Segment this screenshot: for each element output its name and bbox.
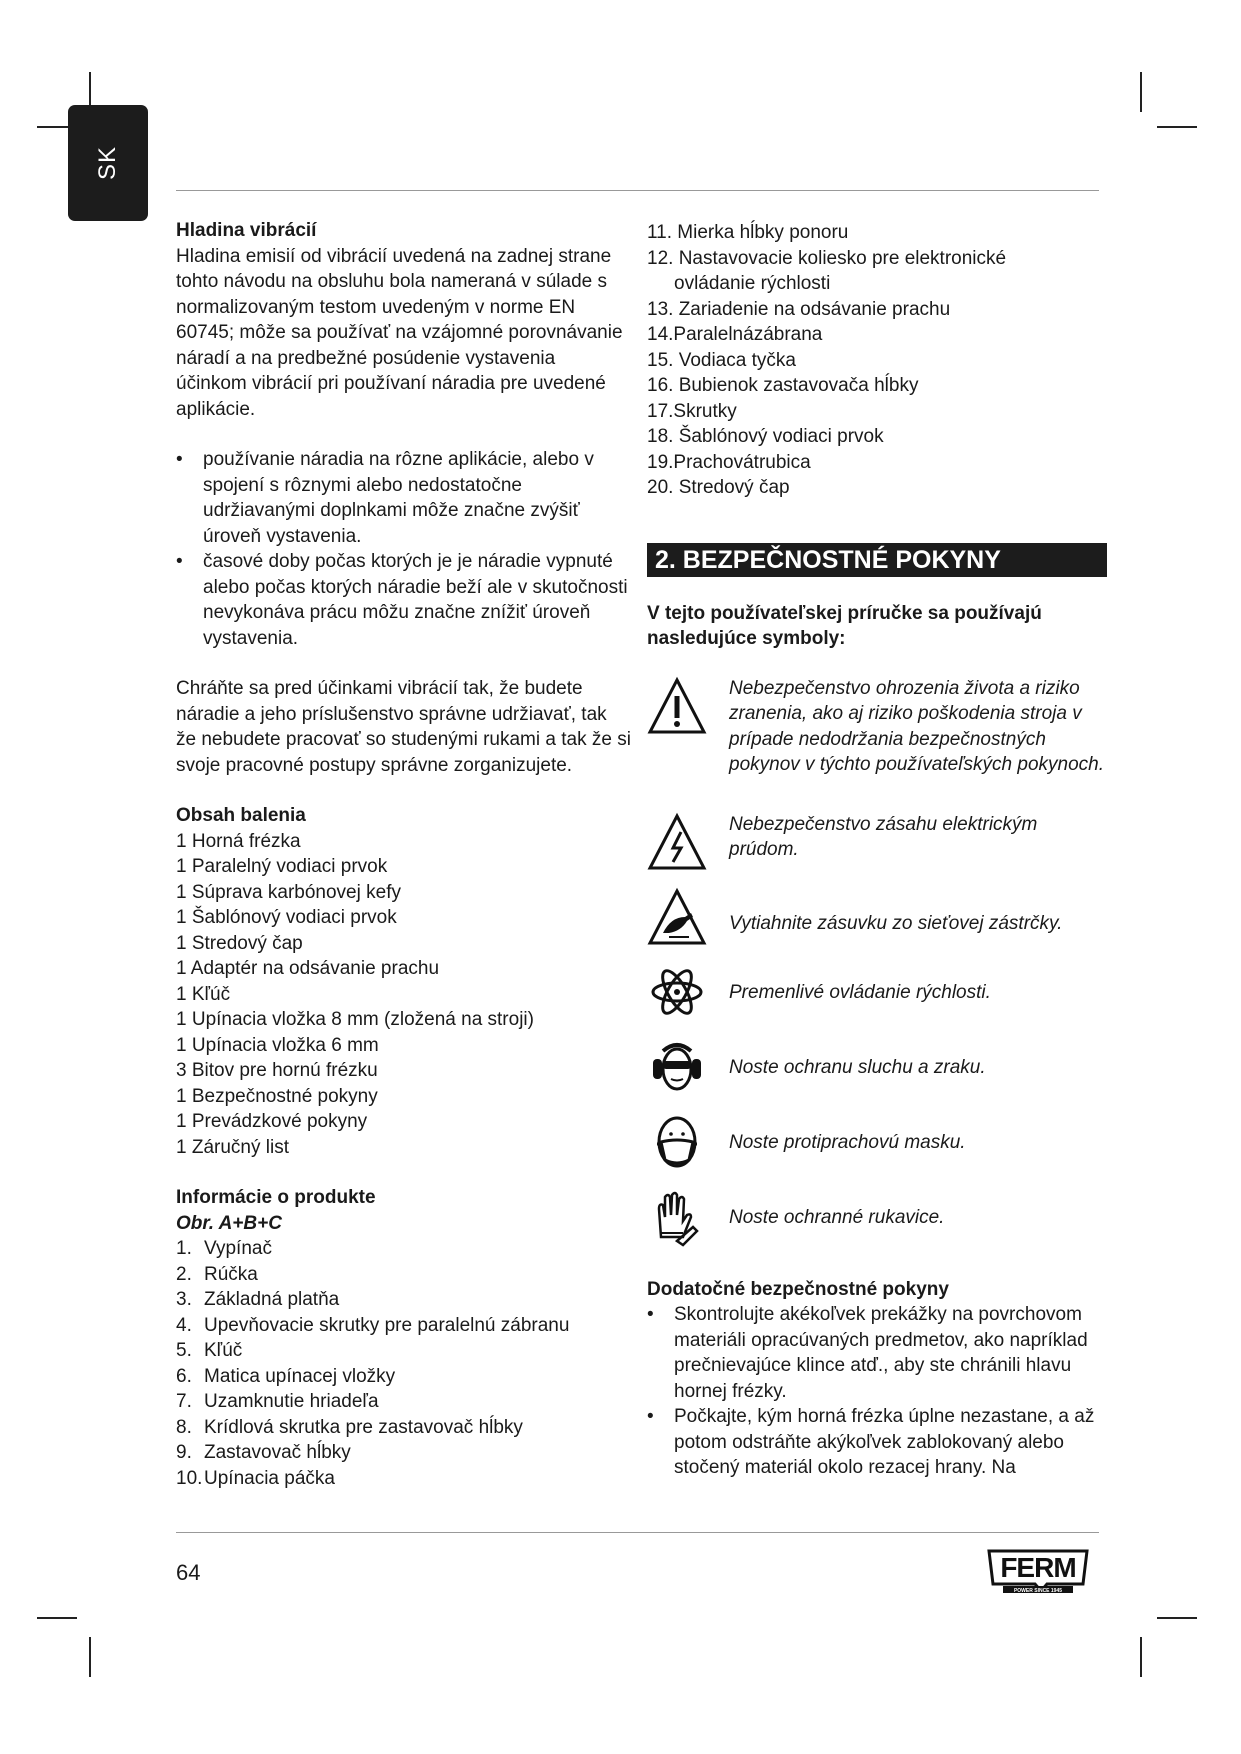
logo-tagline: POWER SINCE 1945 [1013,1588,1063,1594]
list-item: 1 Súprava karbónovej kefy [176,881,401,903]
list-item: 3 Bitov pre hornú frézku [176,1060,378,1081]
symbol-row [647,1112,1107,1187]
list-item: 1 Stredový čap [176,932,303,954]
list-item: 1 Horná frézka [176,830,301,852]
list-item: 11. Mierka hĺbky ponoru [647,222,849,243]
list-item: 7. Uzamknutie hriadeľa [176,1391,379,1412]
list-item: 10. Upínacia páčka [176,1467,335,1489]
list-item: 1 Adaptér na odsávanie prachu [176,958,440,979]
bullet-item: • časové doby počas ktorých je je náradie vypnuté alebo počas ktorých náradie beží ale v skutočnosti nevykonáva prácu môžu značne znížiť úroveň vystavenia. [176,551,628,649]
bullet-text: používanie náradia na rôzne aplikácie, alebo v spojení s rôznymi alebo nedostatočne udržiavanými doplnkami môže značne zvýšiť úroveň vystavenia. [203,449,594,547]
list-item: 2. Rúčka [176,1263,258,1285]
list-item: 6. Matica upínacej vložky [176,1365,396,1387]
symbol-text: Vytiahnite zásuvku zo sieťovej zástrčky. [729,912,1063,934]
language-tab [68,105,148,221]
ear-eye-protection-icon [647,1037,707,1097]
symbol-row [647,812,1107,887]
bullet-text: časové doby počas ktorých je je náradie vypnuté alebo počas ktorých náradie beží ale v skutočnosti nevykonáva prácu môžu značne znížiť úroveň vystavenia. [203,551,628,649]
symbol-text: Noste ochranné rukavice. [729,1206,945,1228]
list-item: 1. Vypínač [176,1238,272,1259]
list-item: 1 Prevádzkové pokyny [176,1111,368,1132]
package-list [176,829,631,1161]
language-label: SK [93,145,121,181]
header-rule [176,190,1099,191]
extra-safety-heading: Dodatočné bezpečnostné pokyny [647,1278,949,1300]
figure-reference: Obr. A+B+C [176,1212,282,1234]
package-heading: Obsah balenia [176,805,306,826]
list-item: 15. Vodiaca tyčka [647,349,796,371]
gloves-icon [647,1187,707,1247]
list-item: 1 Kľúč [176,983,231,1005]
vibration-heading: Hladina vibrácií [176,220,317,241]
list-item: 1 Záručný list [176,1136,289,1158]
symbol-text: Nebezpečenstvo zásahu elektrickým prúdom. [729,813,1038,860]
left-column [176,218,631,1491]
bullet-item: • Skontrolujte akékoľvek prekážky na povrchovom materiáli opracúvaných predmetov, ako napríklad prečnievajúce klince atď., aby ste chránili hlavu hornej frézky. [647,1304,1088,1402]
list-item: 9. Zastavovač hĺbky [176,1442,351,1463]
symbol-text: Nebezpečenstvo ohrozenia života a riziko zranenia, ako aj riziko poškodenia stroja v prípade nedodržania bezpečnostných pokynov v týchto používateľských pokynoch. [729,677,1104,775]
warning-triangle-icon [647,676,707,736]
list-item: 4. Upevňovacie skrutky pre paralelnú zábranu [176,1314,570,1336]
symbol-text: Noste protiprachovú masku. [729,1131,966,1153]
crop-mark [1140,1637,1142,1677]
symbols-intro: V tejto používateľskej príručke sa používajú nasledujúce symboly: [647,602,1042,649]
product-parts-list-continued [647,220,1107,501]
crop-mark [1157,126,1197,128]
bullet-item: • Počkajte, kým horná frézka úplne nezastane, a až potom odstráňte akýkoľvek zablokovaný alebo stočený materiál okolo rezacej hrany. Na [647,1406,1095,1478]
crop-mark [1140,72,1142,112]
list-item: 5. Kľúč [176,1340,243,1361]
list-item: 17.Skrutky [647,400,737,422]
right-column [647,218,1107,1481]
bullet-item: • používanie náradia na rôzne aplikácie, alebo v spojení s rôznymi alebo nedostatočne udržiavanými doplnkami môže značne zvýšiť úroveň vystavenia. [176,449,594,547]
product-parts-list [176,1236,631,1491]
bullet-text: Počkajte, kým horná frézka úplne nezastane, a až potom odstráňte akýkoľvek zablokovaný alebo stočený materiál okolo rezacej hrany. Na [674,1406,1095,1478]
symbol-text: Premenlivé ovládanie rýchlosti. [729,981,991,1003]
list-item: 1 Šablónový vodiaci prvok [176,907,397,928]
symbol-text: Noste ochranu sluchu a zraku. [729,1056,986,1078]
crop-mark [37,1617,77,1619]
symbol-row [647,962,1107,1037]
list-item: 20. Stredový čap [647,477,790,498]
list-item: 18. Šablónový vodiaci prvok [647,426,884,447]
list-item: ovládanie rýchlosti [674,273,831,294]
section-title: 2. BEZPEČNOSTNÉ POKYNY [647,543,1107,577]
list-item: 1 Upínacia vložka 8 mm (zložená na stroji) [176,1009,534,1030]
unplug-icon [647,887,707,947]
logo-text: FERM [1000,1552,1076,1583]
list-item: 1 Paralelný vodiaci prvok [176,856,388,877]
symbol-row [647,676,1107,812]
list-item: 8. Krídlová skrutka pre zastavovač hĺbky [176,1416,523,1438]
page-number: 64 [176,1560,201,1585]
list-item: 19.Prachovátrubica [647,451,811,473]
product-info-heading: Informácie o produkte [176,1187,376,1208]
crop-mark [1157,1617,1197,1619]
dust-mask-icon [647,1112,707,1172]
variable-speed-icon [647,962,707,1022]
list-item: 3. Základná platňa [176,1289,340,1310]
crop-mark [89,1637,91,1677]
list-item: 16. Bubienok zastavovača hĺbky [647,375,919,396]
symbol-row [647,1037,1107,1112]
protection-text: Chráňte sa pred účinkami vibrácií tak, že budete náradie a jeho príslušenstvo správne udržiavať, tak že nebudete pracovať so studenými rukami a tak že si svoje pracovné postupy správne zorganizujete. [176,678,631,776]
electric-shock-icon [647,812,707,872]
list-item: 1 Bezpečnostné pokyny [176,1085,378,1107]
symbol-row [647,1187,1107,1262]
list-item: 14.Paralelnázábrana [647,324,823,345]
bullet-text: Skontrolujte akékoľvek prekážky na povrchovom materiáli opracúvaných predmetov, ako napríklad prečnievajúce klince atď., aby ste chránili hlavu hornej frézky. [674,1304,1088,1402]
list-item: 13. Zariadenie na odsávanie prachu [647,298,951,320]
ferm-logo [983,1548,1093,1594]
symbol-row [647,887,1107,962]
vibration-text: Hladina emisií od vibrácií uvedená na zadnej strane tohto návodu na obsluhu bola nameraná v súlade s normalizovaným testom uvedeným v norme EN 60745; môže sa používať na vzájomné porovnávanie náradí a na predbežné posúdenie vystavenia účinkom vibrácií pri používaní náradia pre uvedené aplikácie. [176,245,623,420]
list-item: 12. Nastavovacie koliesko pre elektronické [647,247,1007,269]
list-item: 1 Upínacia vložka 6 mm [176,1034,379,1056]
footer-rule [176,1532,1099,1533]
